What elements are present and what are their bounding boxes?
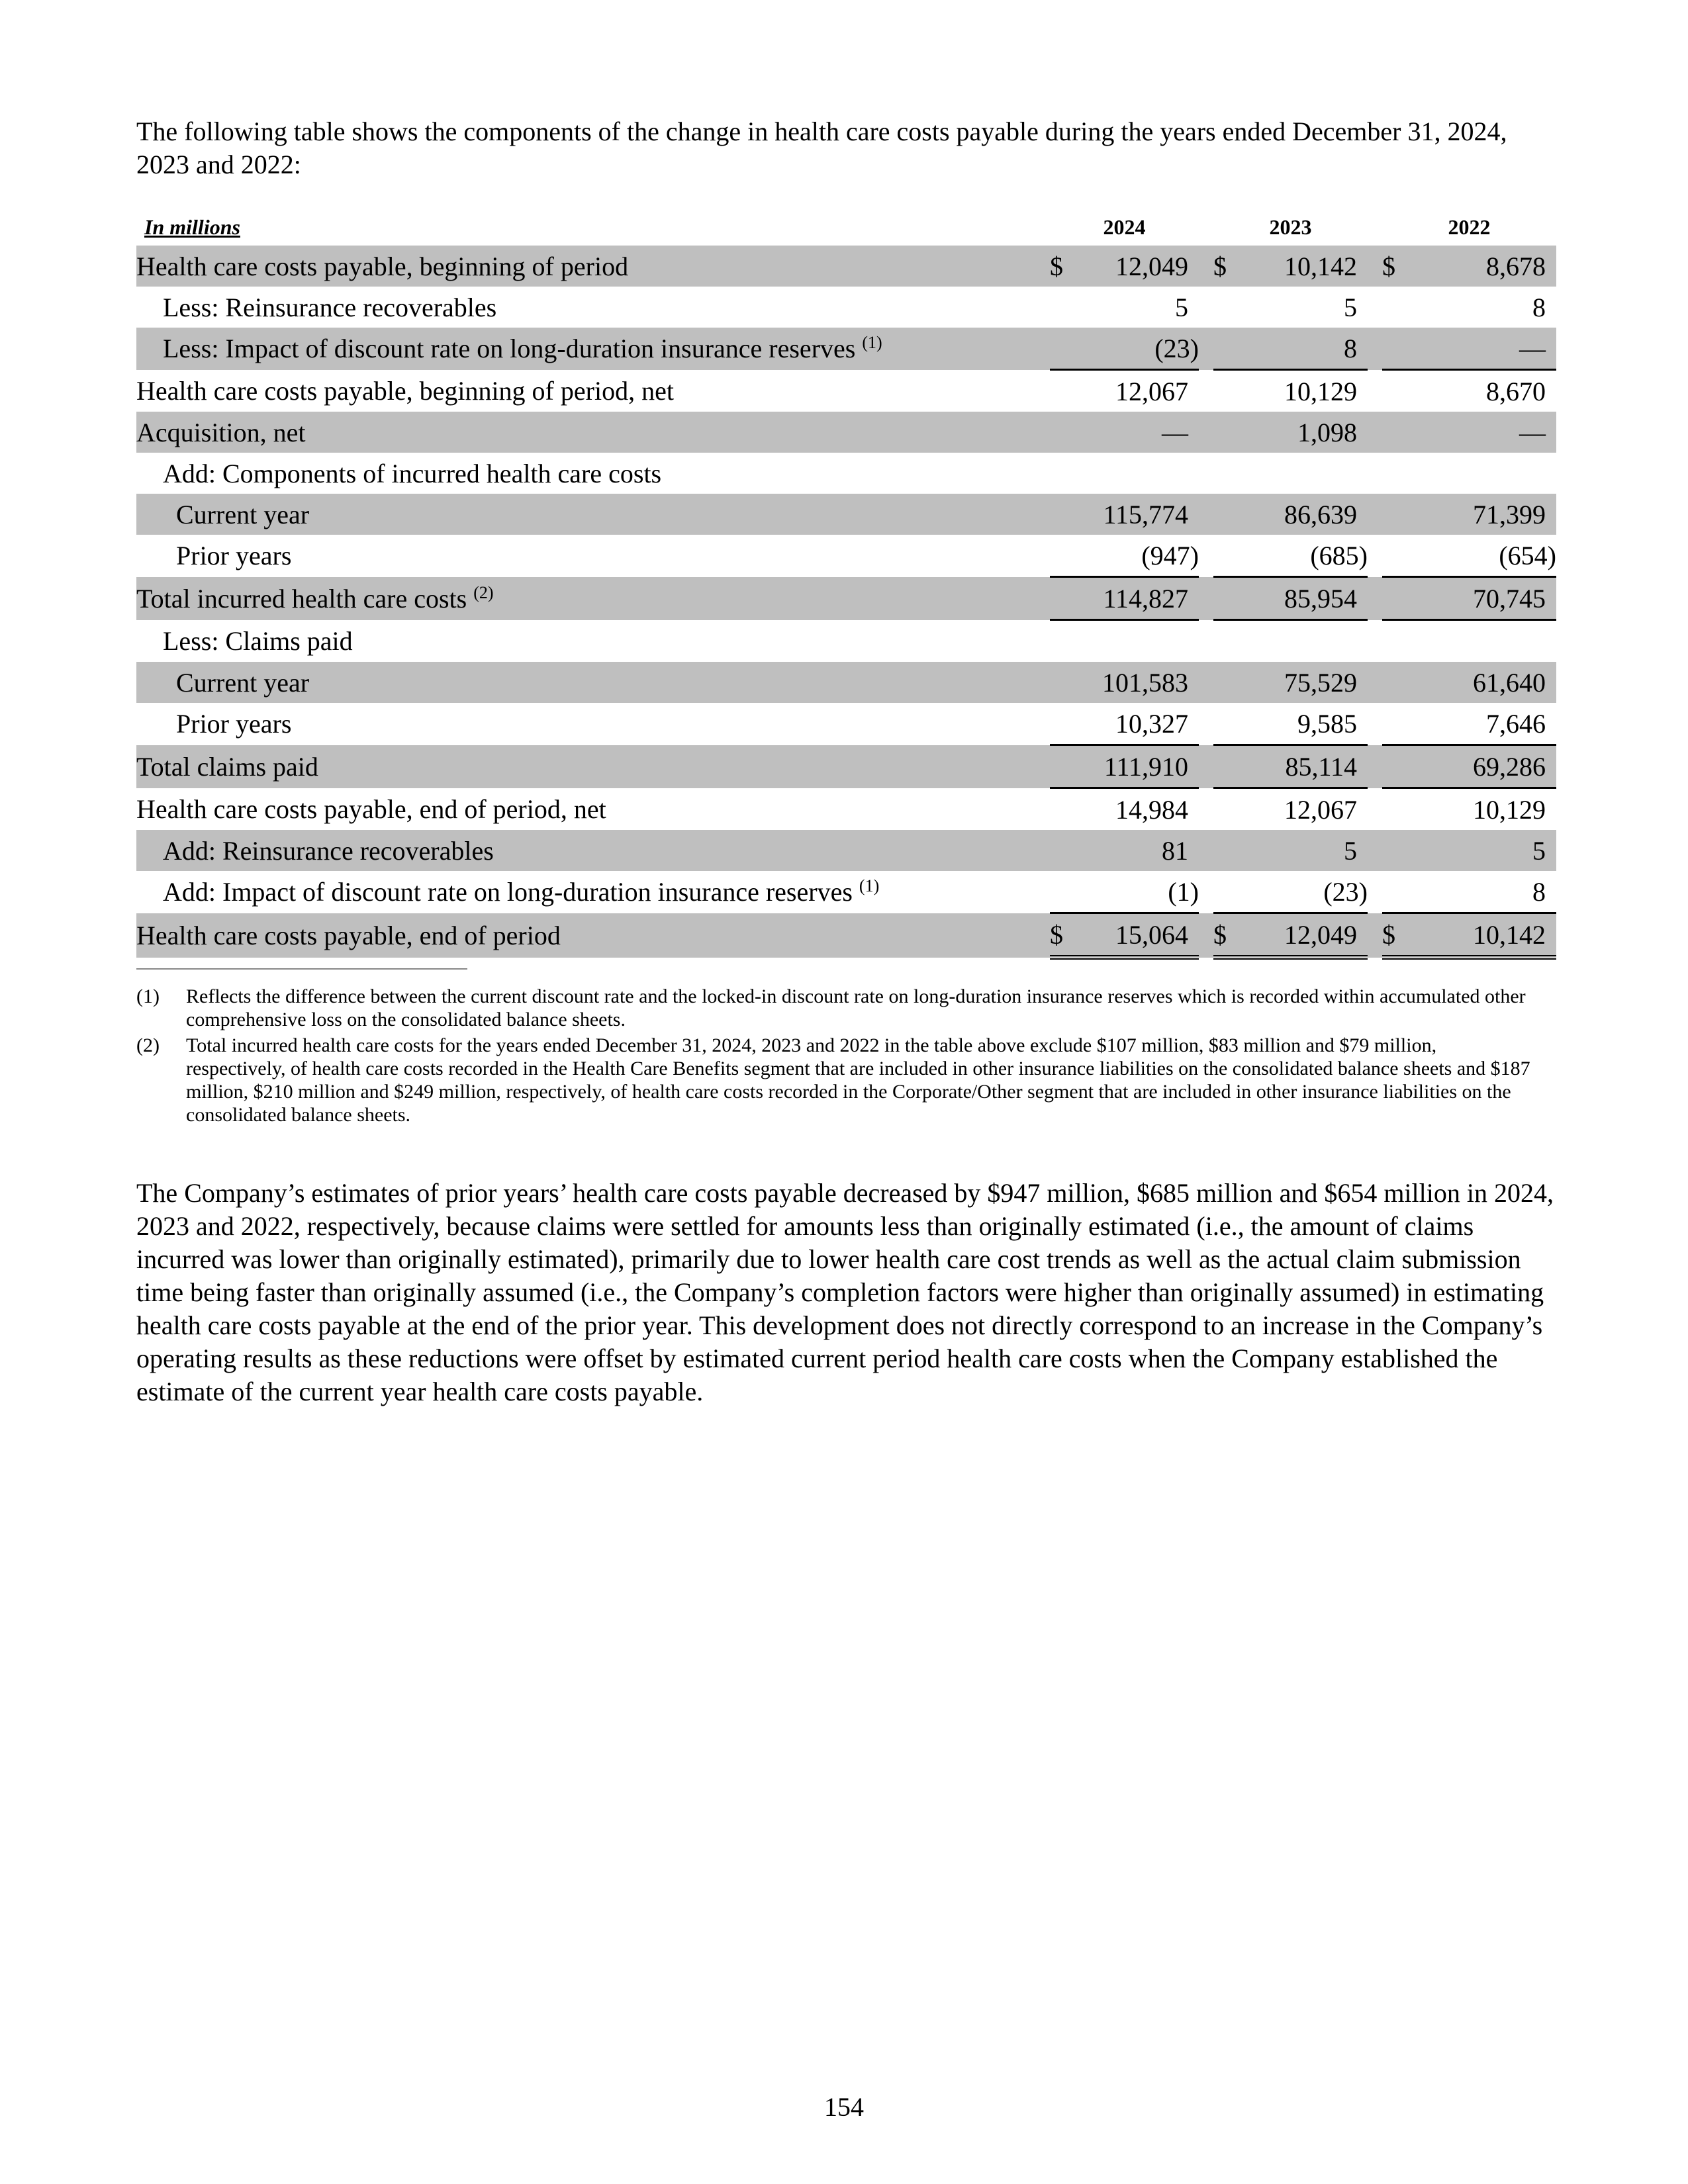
footnote-1 bbox=[136, 985, 1540, 1031]
row-label: Add: Impact of discount rate on long-duration insurance reserves $^{(1)}$ bbox=[163, 876, 880, 907]
value-2024: 81 bbox=[1080, 830, 1199, 871]
value-2023: (685) bbox=[1243, 535, 1368, 577]
value-2023: 5 bbox=[1243, 830, 1368, 871]
value-2022: — bbox=[1412, 412, 1556, 453]
value-2022: 8,678 bbox=[1412, 246, 1556, 287]
row-label: Current year bbox=[136, 662, 1050, 703]
footnotes bbox=[136, 985, 1540, 1129]
value-2024: 115,774 bbox=[1080, 494, 1199, 535]
value-2022: 10,129 bbox=[1473, 794, 1546, 825]
table-row bbox=[136, 703, 1556, 745]
row-label: Current year bbox=[136, 494, 1050, 535]
value-2022: 70,745 bbox=[1412, 577, 1556, 620]
body-paragraph: The Company’s estimates of prior years’ health care costs payable decreased by $947 million, $685 million and $654 million in 2024, 2023 and 2022, respectively, because claims were settled for amounts less than originally estimated (i.e., the amount of claims incurred was lower than originally estimated), primarily due to lower health care cost trends as well as the actual claim submission time being faster than originally assumed (i.e., the Company’s completion factors were higher than originally assumed) in estimating health care costs payable at the end of the prior year. This development does not directly correspond to an increase in the Company’s operating results as these reductions were offset by estimated current period health care costs when the Company established the estimate of the current year health care costs payable. bbox=[136, 1178, 1554, 1406]
row-label: Prior years bbox=[176, 541, 292, 571]
value-2023: 9,585 bbox=[1243, 703, 1368, 745]
value-2024: 101,583 bbox=[1080, 662, 1199, 703]
currency-symbol: $ bbox=[1050, 913, 1080, 958]
intro-text: The following table shows the components of the change in health care costs payable during the years ended December 31, 2024, 2023 and 2022: bbox=[136, 116, 1507, 179]
table-row bbox=[136, 535, 1556, 577]
value-2024: 12,049 bbox=[1080, 246, 1199, 287]
row-label: Health care costs payable, beginning of period bbox=[136, 246, 1050, 287]
row-label: Total claims paid bbox=[136, 745, 1050, 788]
footnote-divider bbox=[136, 968, 467, 970]
row-label: Add: Components of incurred health care costs bbox=[163, 458, 662, 488]
value-2024: 15,064 bbox=[1080, 913, 1199, 958]
table-row bbox=[136, 494, 1556, 535]
row-label: Less: Reinsurance recoverables bbox=[163, 292, 497, 322]
currency-symbol: $ bbox=[1382, 246, 1412, 287]
value-2023: 5 bbox=[1344, 292, 1357, 322]
row-label: Health care costs payable, beginning of period, net bbox=[136, 375, 674, 406]
table-row bbox=[136, 287, 1556, 328]
footnote-ref: (1) bbox=[859, 876, 880, 896]
value-2024: 111,910 bbox=[1080, 745, 1199, 788]
value-2023: 1,098 bbox=[1243, 412, 1368, 453]
value-2023: 85,954 bbox=[1243, 577, 1368, 620]
value-2022: 71,399 bbox=[1412, 494, 1556, 535]
value-2022: 69,286 bbox=[1412, 745, 1556, 788]
value-2024: 10,327 bbox=[1080, 703, 1199, 745]
row-label: Prior years bbox=[176, 709, 292, 739]
row-label: Less: Impact of discount rate on long-duration insurance reserves $^{(1)}$ bbox=[136, 328, 1050, 370]
footnote-mark: (2) bbox=[136, 1034, 160, 1056]
year-header-2024: 2024 bbox=[1103, 214, 1146, 239]
footnote-ref: (1) bbox=[862, 333, 882, 353]
currency-symbol: $ bbox=[1213, 913, 1243, 958]
footnote-ref: (2) bbox=[473, 582, 494, 602]
table-row bbox=[136, 412, 1556, 453]
value-2023: 75,529 bbox=[1243, 662, 1368, 703]
value-2022: 8 bbox=[1412, 871, 1556, 913]
value-2024: 114,827 bbox=[1080, 577, 1199, 620]
table-row bbox=[136, 620, 1556, 662]
page-number: 154 bbox=[824, 2092, 864, 2122]
value-2023: 10,129 bbox=[1284, 376, 1357, 406]
table-row bbox=[136, 913, 1556, 958]
value-2022: 61,640 bbox=[1412, 662, 1556, 703]
table-row bbox=[136, 577, 1556, 620]
table-row bbox=[136, 328, 1556, 370]
footnote-mark: (1) bbox=[136, 985, 160, 1007]
value-2024: (947) bbox=[1080, 535, 1199, 577]
value-2023: 8 bbox=[1243, 328, 1368, 370]
currency-symbol: $ bbox=[1382, 913, 1412, 958]
value-2022: (654) bbox=[1412, 535, 1556, 577]
table-row bbox=[136, 871, 1556, 913]
row-label: Less: Claims paid bbox=[163, 625, 353, 656]
table-row bbox=[136, 745, 1556, 788]
table-row bbox=[136, 246, 1556, 287]
value-2022: 10,142 bbox=[1412, 913, 1556, 958]
value-2024: 5 bbox=[1175, 292, 1188, 322]
table-row bbox=[136, 788, 1556, 831]
value-2023: 86,639 bbox=[1243, 494, 1368, 535]
table-row bbox=[136, 370, 1556, 412]
row-label: Acquisition, net bbox=[136, 412, 1050, 453]
year-header-2022: 2022 bbox=[1448, 214, 1491, 239]
units-label: In millions bbox=[144, 214, 240, 239]
value-2023: 85,114 bbox=[1243, 745, 1368, 788]
value-2023: (23) bbox=[1243, 871, 1368, 913]
value-2022: — bbox=[1412, 328, 1556, 370]
value-2022: 8,670 bbox=[1486, 376, 1546, 406]
value-2023: 10,142 bbox=[1243, 246, 1368, 287]
value-2023: 12,067 bbox=[1284, 794, 1357, 825]
value-2024: 14,984 bbox=[1115, 794, 1188, 825]
row-label: Add: Reinsurance recoverables bbox=[136, 830, 1050, 871]
value-2022: 8 bbox=[1532, 292, 1546, 322]
footnote-text: Total incurred health care costs for the years ended December 31, 2024, 2023 and 2022 in the table above exclude $107 million, $83 million and $79 million, respectively, of health care costs recorded in the Health Care Benefits segment that are included in other insurance liabilities on the consolidated balance sheets and $187 million, $210 million and $249 million, respectively, of health care costs recorded in the Corporate/Other segment that are included in other insurance liabilities on the consolidated balance sheets. bbox=[186, 1034, 1530, 1126]
currency-symbol: $ bbox=[1050, 246, 1080, 287]
footnote-2 bbox=[136, 1034, 1540, 1126]
table-header-row bbox=[136, 208, 1556, 246]
value-2022: 5 bbox=[1412, 830, 1556, 871]
value-2024: (23) bbox=[1080, 328, 1199, 370]
value-2024: — bbox=[1080, 412, 1199, 453]
row-label: Health care costs payable, end of period, net bbox=[136, 794, 606, 824]
value-2023: 12,049 bbox=[1243, 913, 1368, 958]
row-label: Health care costs payable, end of period bbox=[136, 913, 1050, 958]
table-row bbox=[136, 453, 1556, 494]
currency-symbol: $ bbox=[1213, 246, 1243, 287]
table-row bbox=[136, 830, 1556, 871]
footnote-text: Reflects the difference between the current discount rate and the locked-in discount rate on long-duration insurance reserves which is recorded within accumulated other comprehensive loss on the consolidated balance sheets. bbox=[186, 985, 1526, 1030]
row-label: Total incurred health care costs $^{(2)}$ bbox=[136, 577, 1050, 620]
table-row bbox=[136, 662, 1556, 703]
health-care-costs-table bbox=[136, 208, 1556, 960]
value-2022: 7,646 bbox=[1412, 703, 1556, 745]
year-header-2023: 2023 bbox=[1269, 214, 1312, 239]
value-2024: (1) bbox=[1080, 871, 1199, 913]
value-2024: 12,067 bbox=[1115, 376, 1188, 406]
